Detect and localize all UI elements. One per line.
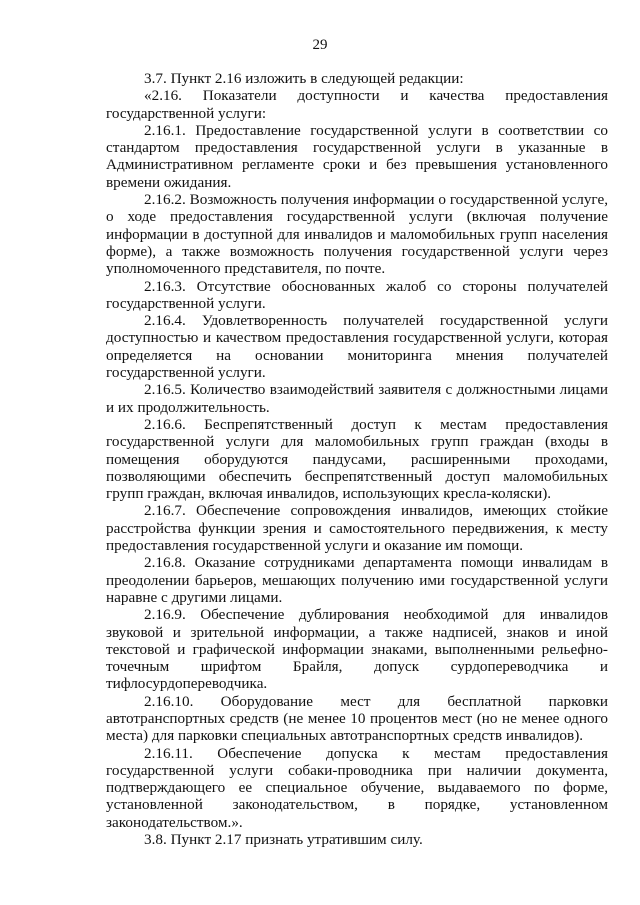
document-body <box>106 70 608 848</box>
paragraph-3-8: 3.8. Пункт 2.17 признать утратившим силу. <box>144 831 423 849</box>
paragraph-2-16-10: 2.16.10. Оборудование мест для бесплатной парковки автотранспортных средств (не менее 10 процентов мест (но не менее одного места) для парковки специальных автотранспортных средств инвалидов). <box>106 692 608 745</box>
paragraph-2-16-11: 2.16.11. Обеспечение допуска к местам предоставления государственной услуги собаки-проводника при наличии документа, подтверждающего ее специальное обучение, выдаваемого по форме, установленной законодательством, в порядке, установленном законодательством.». <box>106 744 608 831</box>
paragraph-2-16-2: 2.16.2. Возможность получения информации о государственной услуге, о ходе предоставления государственной услуги (включая получение информации в доступной для инвалидов и маломобильных групп населения форме), а также возможность получения государственной услуги через уполномоченного представителя, по почте. <box>106 191 608 278</box>
paragraph-2-16-6: 2.16.6. Беспрепятственный доступ к местам предоставления государственной услуги для маломобильных групп граждан (входы в помещения оборудуются пандусами, расширенными проходами, позволяющими обеспечить беспрепятственный доступ маломобильных групп граждан, включая инвалидов, использующих кресла-коляски). <box>106 415 608 503</box>
paragraph-2-16-3: 2.16.3. Отсутствие обоснованных жалоб со стороны получателей государственной услуги. <box>106 277 608 312</box>
paragraph-2-16-4: 2.16.4. Удовлетворенность получателей государственной услуги доступностью и качеством предоставления государственной услуги, которая определяется на основании мониторинга мнения получателей государственной услуги. <box>106 312 608 382</box>
paragraph-3-7: 3.7. Пункт 2.16 изложить в следующей редакции: <box>144 70 464 87</box>
paragraph-2-16: «2.16. Показатели доступности и качества предоставления государственной услуги: <box>106 87 608 122</box>
paragraph-2-16-5: 2.16.5. Количество взаимодействий заявителя с должностными лицами и их продолжительность. <box>106 381 608 416</box>
paragraph-2-16-9: 2.16.9. Обеспечение дублирования необходимой для инвалидов звуковой и зрительной информации, а также надписей, знаков и иной текстовой и графической информации знаками, выполненными рельефно-точечным шрифтом Брайля, допуск сурдопереводчика и тифлосурдопереводчика. <box>106 606 608 693</box>
paragraph-2-16-1: 2.16.1. Предоставление государственной услуги в соответствии со стандартом предоставления государственной услуги в указанные в Административном регламенте сроки и без превышения установленного времени ожидания. <box>106 121 608 191</box>
page-number: 29 <box>312 37 328 53</box>
paragraph-2-16-7: 2.16.7. Обеспечение сопровождения инвалидов, имеющих стойкие расстройства функции зрения и самостоятельного передвижения, к месту предоставления государственной услуги и оказание им помощи. <box>106 502 608 555</box>
paragraph-2-16-8: 2.16.8. Оказание сотрудниками департамента помощи инвалидам в преодолении барьеров, мешающих получению ими государственной услуги наравне с другими лицами. <box>106 554 608 606</box>
